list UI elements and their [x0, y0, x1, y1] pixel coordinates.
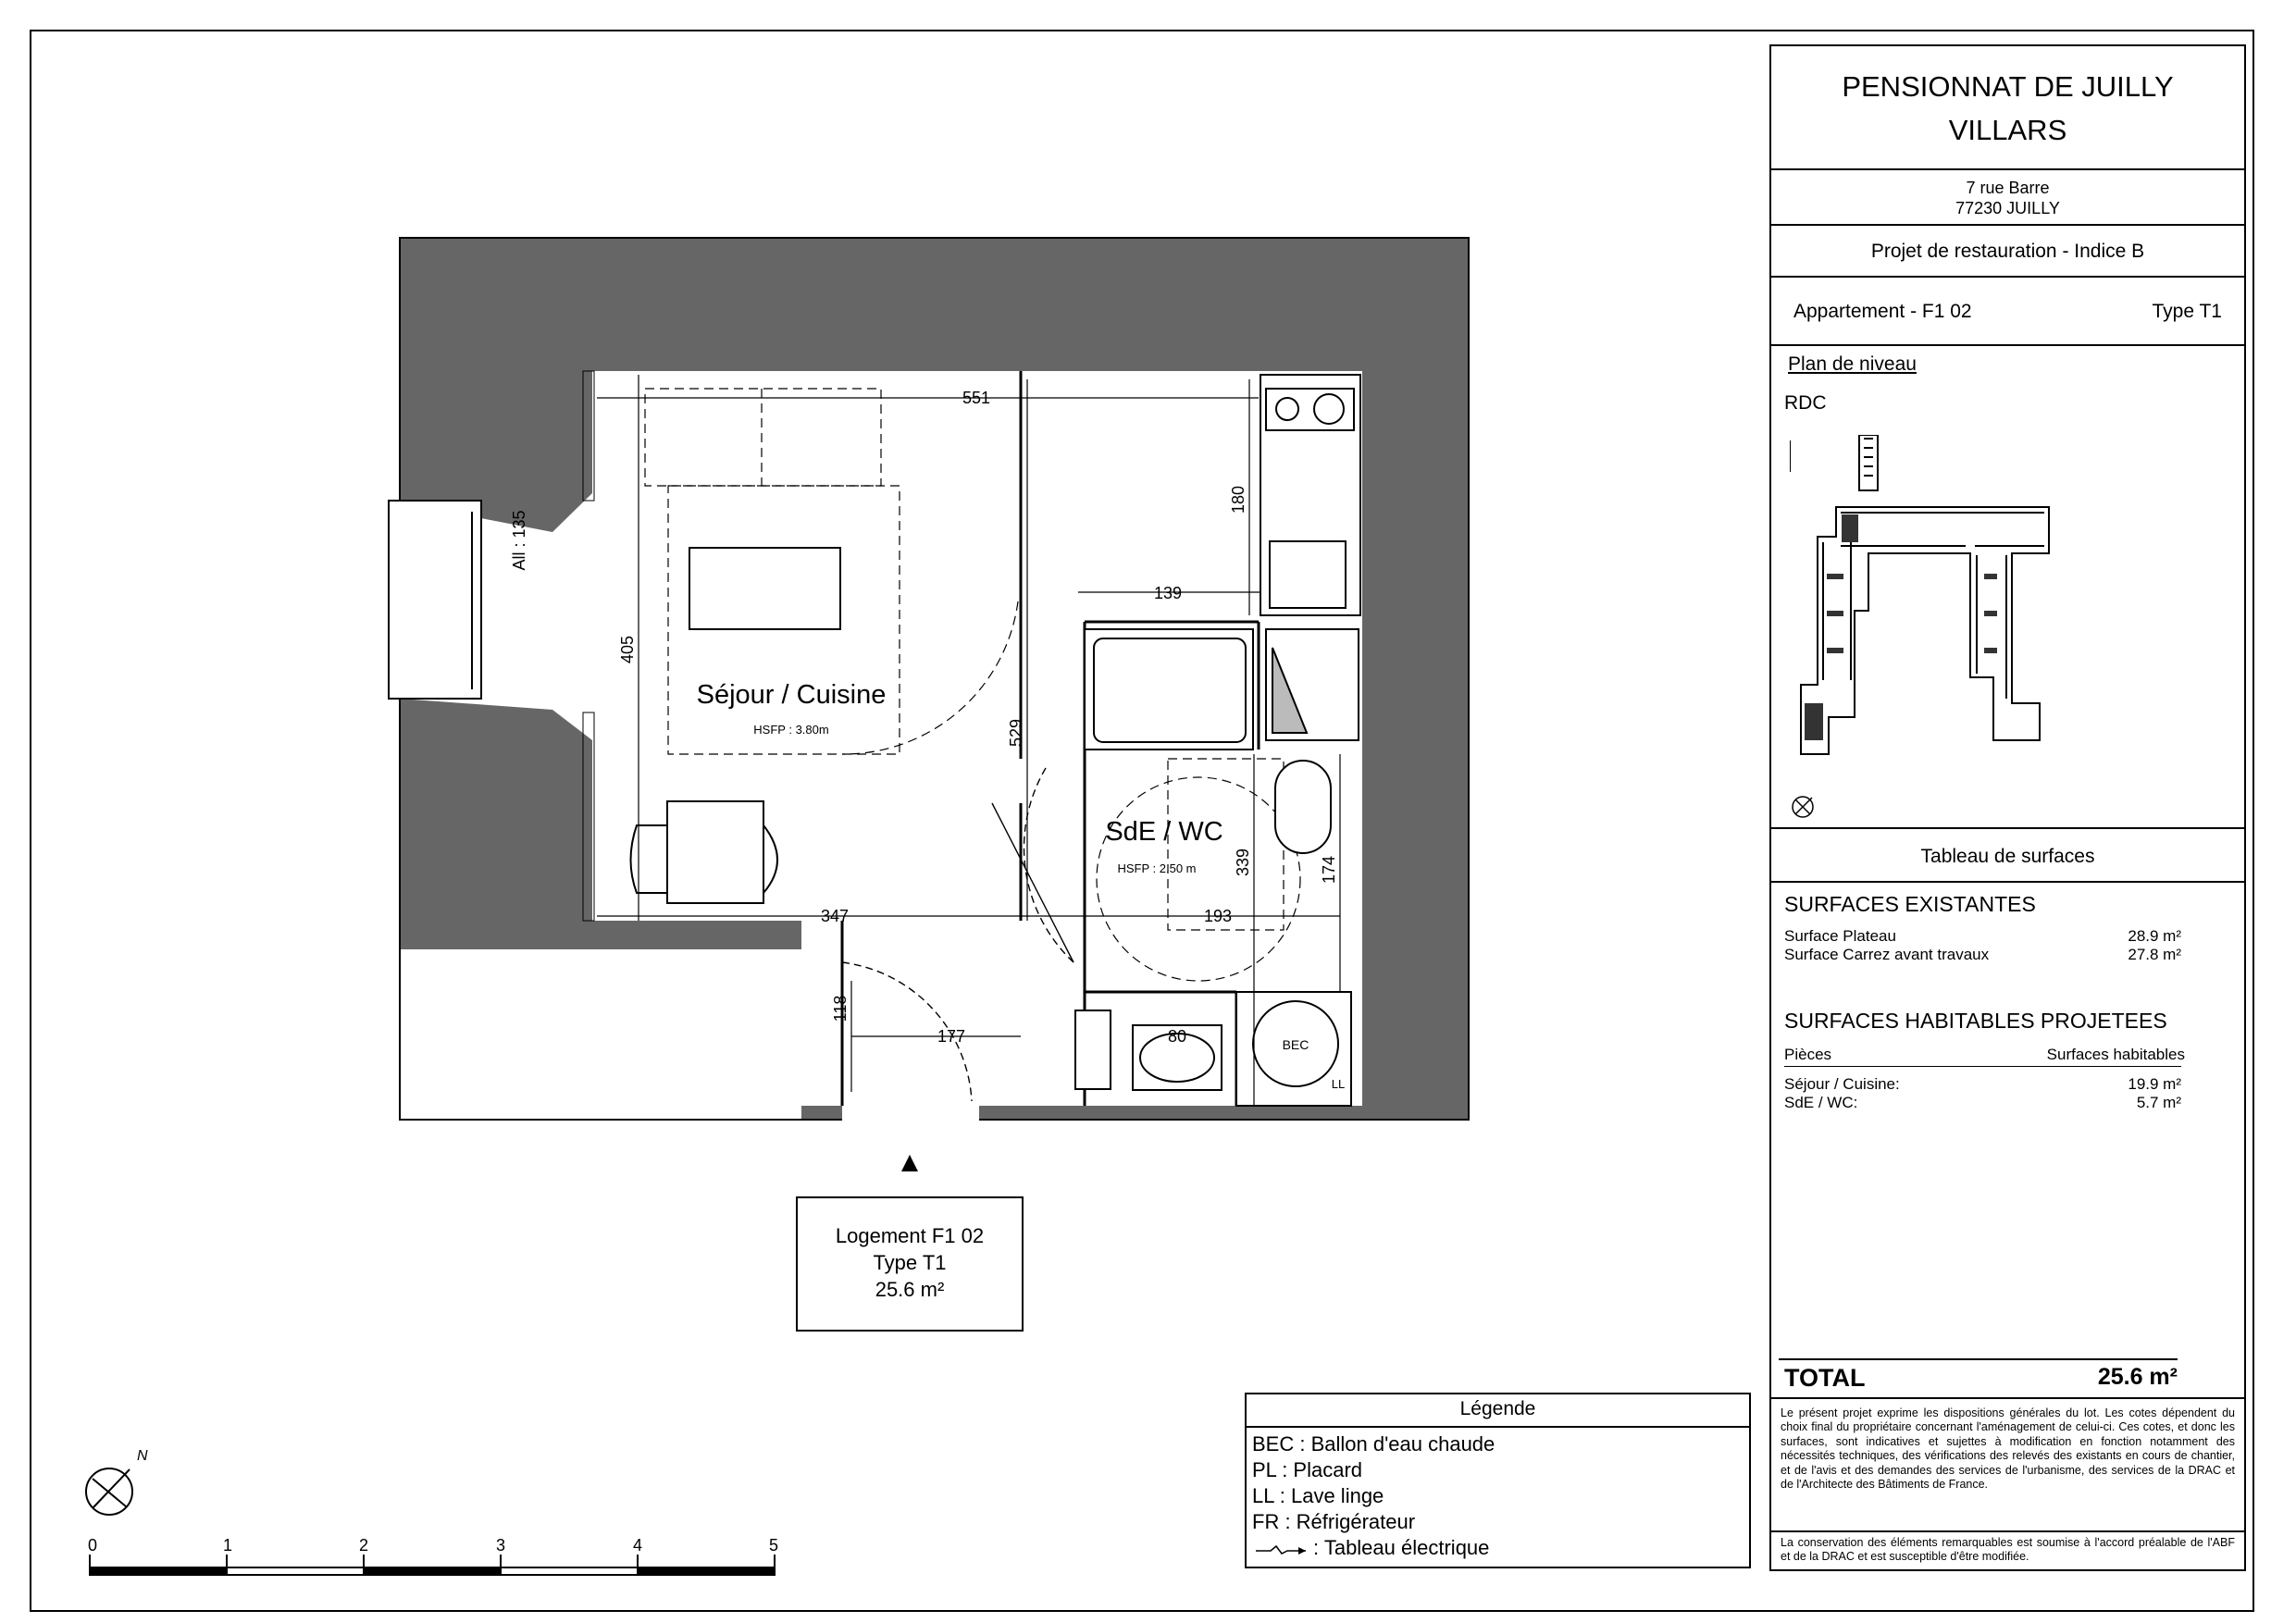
legend	[1245, 1393, 1751, 1568]
address-line-2: 77230 JUILLY	[1955, 199, 2060, 217]
north-arrow-icon	[86, 1468, 132, 1515]
notes-divider	[1771, 1397, 2244, 1399]
unit-type: Type T1	[873, 1251, 947, 1274]
title-block	[1769, 44, 2246, 1571]
project-name-2: VILLARS	[1948, 114, 2067, 146]
plan-level: RDC	[1784, 392, 1827, 414]
dim-80: 80	[1167, 1027, 1187, 1046]
dim-529: 529	[1007, 718, 1025, 748]
projected-row-sde-label: SdE / WC:	[1784, 1094, 1858, 1111]
scale-tick-1: 1	[223, 1536, 233, 1555]
projected-row-sejour-label: Séjour / Cuisine:	[1784, 1075, 1900, 1093]
existing-surface-carrez	[1784, 946, 2181, 964]
project-name-1: PENSIONNAT DE JUILLY	[1842, 70, 2174, 103]
apartment-type: Type T1	[2152, 301, 2222, 322]
scale-tick-0: 0	[88, 1536, 98, 1555]
room-sejour-hsfp: HSFP : 3.80m	[753, 723, 829, 737]
projected-row-sejour-value: 19.9 m²	[2128, 1075, 2181, 1093]
scale-bar	[88, 1536, 778, 1575]
dim-193: 193	[1203, 907, 1233, 925]
col-rooms: Pièces	[1784, 1046, 1832, 1063]
existing-surface-plateau	[1784, 927, 2181, 946]
dim-139: 139	[1153, 584, 1183, 602]
room-sde-hsfp: HSFP : 2.50 m	[1117, 861, 1197, 875]
dim-118: 118	[831, 995, 850, 1022]
scale-tick-5: 5	[769, 1536, 779, 1555]
project-phase: Projet de restauration - Indice B	[1771, 226, 2244, 278]
key-plan-north-icon	[1793, 797, 1813, 817]
total-label: TOTAL	[1784, 1364, 1866, 1392]
scale-tick-4: 4	[633, 1536, 643, 1555]
col-areas: Surfaces habitables	[2046, 1046, 2185, 1063]
address-line-1: 7 rue Barre	[1966, 179, 2050, 197]
floor-entrance	[842, 1106, 979, 1124]
plan-title: Plan de niveau	[1788, 353, 1917, 375]
existing-surface-plateau-value: 28.9 m²	[2128, 927, 2181, 945]
legend-item-electrical	[1247, 1535, 1749, 1561]
apartment-row	[1771, 278, 2244, 346]
ll-label: LL	[1331, 1077, 1346, 1091]
total-divider	[1779, 1358, 2178, 1360]
dim-339: 339	[1234, 848, 1252, 877]
legend-item-fr: FR : Réfrigérateur	[1252, 1510, 1416, 1533]
dim-551: 551	[962, 389, 991, 407]
project-title	[1771, 46, 2244, 170]
legend-item-bec: BEC : Ballon d'eau chaude	[1252, 1432, 1496, 1456]
dim-174: 174	[1320, 855, 1338, 885]
disclaimer-note: Le présent projet exprime les dispositions générales du lot. Les cotes dépendent du choix final du propriétaire concernant l'aménagement de celui-ci. Ces cotes, et donc les surfaces, sont indicatives et sujettes à modification en fonction notamment des nécessités techniques, des vérifications des relevés des existants en cours de chantier, et de l'avis et des demandes des services de l'urbanisme, des services de la DRAC et de l'Architecte des Bâtiments de France.	[1781, 1406, 2235, 1492]
bec-label: BEC	[1282, 1037, 1309, 1052]
window-height-label: All : 135	[510, 510, 528, 571]
dim-180: 180	[1229, 485, 1247, 514]
location-plan-section	[1771, 346, 2244, 829]
unit-area: 25.6 m²	[875, 1278, 945, 1301]
total-value: 25.6 m²	[2097, 1364, 2178, 1390]
legend-item-ll: LL : Lave linge	[1252, 1484, 1384, 1507]
legend-item-electrical-label: : Tableau électrique	[1313, 1536, 1490, 1559]
dim-347: 347	[820, 907, 850, 925]
electrical-panel-icon	[1252, 1540, 1313, 1558]
room-sejour-label: Séjour / Cuisine	[696, 680, 887, 710]
dim-177: 177	[937, 1027, 966, 1046]
existing-surface-carrez-label: Surface Carrez avant travaux	[1784, 946, 1990, 963]
projected-surfaces-title: SURFACES HABITABLES PROJETEES	[1784, 1009, 2167, 1033]
notes-divider-2	[1771, 1530, 2244, 1532]
projected-table-header	[1784, 1046, 2185, 1067]
site-key-plan	[1790, 435, 2067, 824]
surfaces-table-title: Tableau de surfaces	[1771, 829, 2244, 883]
window	[389, 501, 481, 699]
room-sde-label: SdE / WC	[1105, 817, 1223, 847]
conservation-note: La conservation des éléments remarquables est soumise à l'accord préalable de l'ABF et de la DRAC et est susceptible d'être modifiée.	[1781, 1536, 2235, 1564]
scale-tick-3: 3	[496, 1536, 506, 1555]
projected-row-sejour	[1784, 1075, 2181, 1094]
north-label: N	[137, 1448, 148, 1464]
apartment-label: Appartement - F1 02	[1793, 301, 1972, 322]
scale-tick-2: 2	[359, 1536, 369, 1555]
existing-surfaces-title: SURFACES EXISTANTES	[1784, 892, 2036, 916]
kitchen-counter	[1260, 375, 1360, 615]
legend-title: Légende	[1247, 1394, 1749, 1428]
projected-row-sde-value: 5.7 m²	[2136, 1094, 2181, 1111]
projected-row-sde	[1784, 1094, 2181, 1112]
address	[1771, 170, 2244, 226]
unit-name: Logement F1 02	[835, 1224, 985, 1247]
existing-surface-plateau-label: Surface Plateau	[1784, 927, 1896, 945]
legend-item-pl: PL : Placard	[1252, 1458, 1363, 1481]
dim-405: 405	[618, 635, 637, 664]
unit-summary-box	[796, 1196, 1024, 1332]
existing-surface-carrez-value: 27.8 m²	[2128, 946, 2181, 963]
